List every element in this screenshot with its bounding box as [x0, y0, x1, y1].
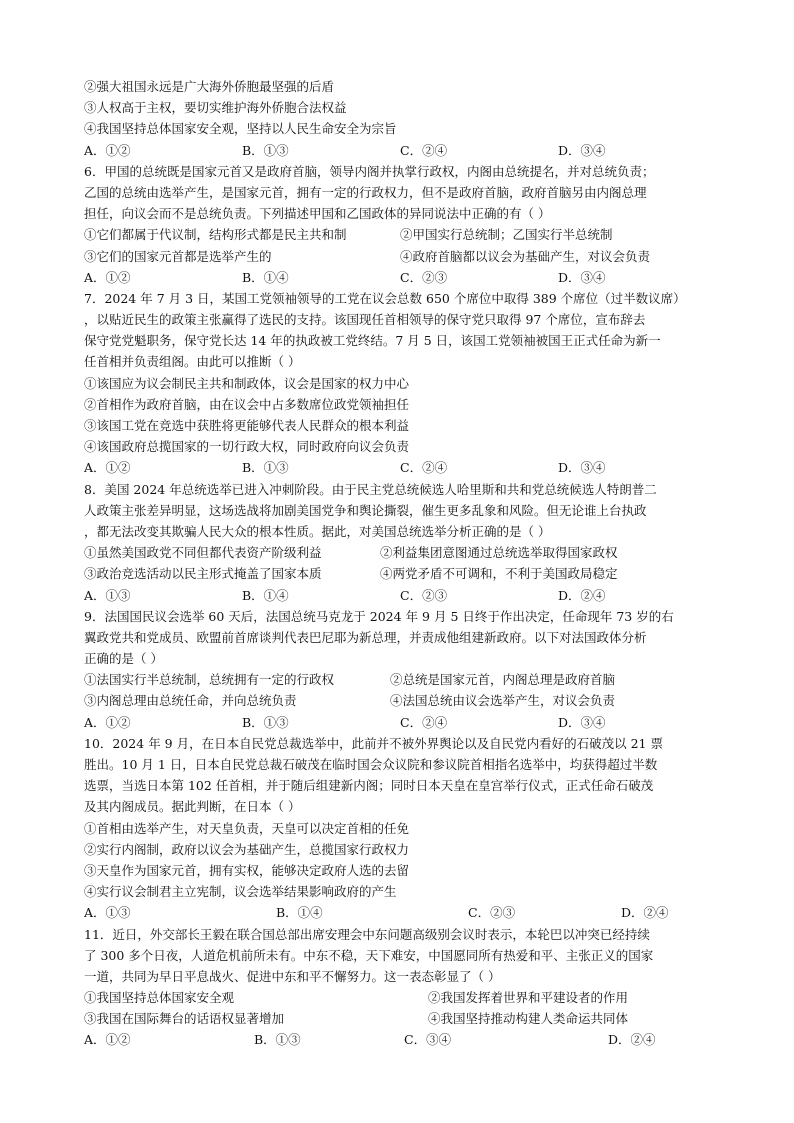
answer-row [84, 1029, 718, 1050]
option-3: ③它们的国家元首都是选举产生的 [84, 248, 272, 264]
option-1: ①虽然美国政党不同但都代表资产阶级利益 [84, 545, 322, 561]
answer-c: C．②③ [468, 905, 516, 921]
answer-a: A．①② [84, 269, 131, 285]
answer-d: D．③④ [558, 142, 606, 158]
option-2: ②首相作为政府首脑，由在议会中占多数席位政党领袖担任 [84, 396, 410, 412]
question-stem-line: 及其内阁成员。据此判断，在日本（ ） [84, 799, 301, 815]
option-3: ③天皇作为国家元首，拥有实权，能够决定政府人选的去留 [84, 862, 410, 878]
option-2: ②甲国实行总统制；乙国实行半总统制 [400, 227, 613, 243]
question-stem-line: 选票，当选日本第 102 任首相，并于随后组建新内阁；同时日本天皇在皇宫举行仪式，正式任命石破茂 [84, 778, 654, 794]
option-row [84, 1008, 718, 1029]
question-stem-line: ，都无法改变其欺骗人民大众的根本性质。据此，对美国总统选举分析正确的是（ ） [84, 523, 551, 539]
question-stem-line: 保守党党魁职务，保守党长达 14 年的执政被工党终结。7 月 5 日，该国工党领袖被国王正式任命为新一 [84, 333, 661, 349]
question-stem-line: 乙国的总统由选举产生，是国家元首，拥有一定的行政权力，但不是政府首脑，政府首脑另由内阁总理 [84, 184, 647, 200]
option-3: ③该国工党在竞选中获胜将更能够代表人民群众的根本利益 [84, 418, 410, 433]
question-9 [84, 606, 718, 733]
option-2: ②利益集团意图通过总统选举取得国家政权 [380, 545, 618, 561]
question-stem-line: 一道，共同为早日平息战火、促进中东和平不懈努力。这一表态彰显了（ ） [84, 968, 501, 984]
option-4: ④实行议会制君主立宪制，议会选举结果影响政府的产生 [84, 884, 397, 900]
option-1: ①我国坚持总体国家安全观 [84, 990, 235, 1006]
option-4: ④法国总统由议会选举产生，对议会负责 [390, 693, 616, 709]
answer-c: C．②④ [400, 714, 448, 730]
answer-a: A．①② [84, 714, 131, 730]
option-row [84, 690, 718, 711]
option-4: ④两党矛盾不可调和，不利于美国政局稳定 [380, 566, 618, 582]
option-4: ④政府首脑都以议会为基础产生，对议会负责 [400, 248, 651, 264]
question-6 [84, 161, 718, 288]
option-3: ③我国在国际舞台的话语权显著增加 [84, 1011, 285, 1027]
option-1: ①法国实行半总统制，总统拥有一定的行政权 [84, 672, 335, 688]
answer-d: D．②④ [558, 587, 606, 603]
answer-b: B．①④ [242, 269, 289, 285]
question-stem-line: 翼政党共和党成员、欧盟前首席谈判代表巴尼耶为新总理，并责成他组建新政府。以下对法国政体分析 [84, 629, 647, 645]
question-stem-line: 7．2024 年 7 月 3 日，某国工党领袖领导的工党在议会总数 650 个席位中取得 389 个席位（过半数议席） [84, 290, 686, 306]
option-2: ②总统是国家元首，内阁总理是政府首脑 [390, 672, 616, 688]
question-stem-line: 6．甲国的总统既是国家元首又是政府首脑，领导内阁并执掌行政权，内阁由总统提名，并对总统负责； [84, 163, 655, 179]
option-row [84, 987, 718, 1008]
lead-answers [84, 140, 718, 161]
question-stem-line: 胜出。10 月 1 日，日本自民党总裁石破茂在临时国会众议院和参议院首相指名选举中，均获得超过半数 [84, 757, 658, 772]
answer-b: B．①③ [242, 142, 289, 158]
answer-b: B．①④ [242, 587, 289, 603]
option-row [84, 542, 718, 563]
answer-b: B．①③ [242, 714, 289, 730]
answer-a: A．①③ [84, 587, 131, 603]
question-stem-line: 8．美国 2024 年总统选举已进入冲刺阶段。由于民主党总统候选人哈里斯和共和党总统候选人特朗普二 [84, 481, 657, 497]
answer-d: D．③④ [558, 269, 606, 285]
answer-d: D．③④ [558, 714, 606, 730]
answer-c: C．②④ [400, 460, 448, 476]
question-stem-line: 了 300 多个日夜，人道危机前所未有。中东不稳，天下难安，中国愿同所有热爱和平、主张正义的国家 [84, 947, 654, 963]
question-stem-line: 9．法国国民议会选举 60 天后，法国总统马克龙于 2024 年 9 月 5 日终于作出决定，任命现年 73 岁的右 [84, 608, 674, 624]
lead-option-2: ②强大祖国永远是广大海外侨胞最坚强的后盾 [84, 79, 335, 94]
question-10 [84, 733, 718, 924]
answer-c: C．②④ [400, 142, 448, 158]
question-11 [84, 924, 718, 1051]
answer-d: D．②④ [621, 905, 669, 921]
answer-row [84, 712, 718, 733]
answer-b: B．①④ [276, 905, 323, 921]
answer-row [84, 902, 718, 923]
answer-b: B．①③ [254, 1032, 301, 1048]
answer-row [84, 457, 718, 478]
option-1: ①首相由选举产生，对天皇负责，天皇可以决定首相的任免 [84, 820, 410, 836]
answer-a: A．①② [84, 460, 131, 476]
question-7 [84, 288, 718, 479]
answer-b: B．①③ [242, 460, 289, 476]
answer-a: A．①② [84, 1032, 131, 1048]
option-3: ③内阁总理由总统任命，并向总统负责 [84, 693, 297, 709]
answer-row [84, 267, 718, 288]
option-1: ①它们都属于代议制，结构形式都是民主共和制 [84, 227, 347, 243]
option-row [84, 246, 718, 267]
question-stem-line: 正确的是（ ） [84, 651, 163, 667]
answer-a: A．①③ [84, 905, 131, 921]
question-stem-line: 任首相并负责组阁。由此可以推断（ ） [84, 354, 301, 370]
option-1: ①该国应为议会制民主共和制政体，议会是国家的权力中心 [84, 375, 410, 391]
question-stem-line: 11．近日，外交部长王毅在联合国总部出席安理会中东问题高级别会议时表示，本轮巴以冲突已经持续 [84, 926, 650, 942]
lead-option-4: ④我国坚持总体国家安全观，坚持以人民生命安全为宗旨 [84, 121, 397, 137]
question-stem-line: ，以贴近民生的政策主张赢得了选民的支持。该国现任首相领导的保守党只取得 97 个席位，宣布辞去 [84, 312, 646, 328]
answer-d: D．②④ [608, 1032, 656, 1048]
option-row [84, 563, 718, 584]
answer-a: A．①② [84, 142, 131, 158]
option-row [84, 224, 718, 245]
question-8 [84, 479, 718, 606]
question-stem-line: 10．2024 年 9 月，在日本自民党总裁选举中，此前并不被外界舆论以及自民党内看好的石破茂以 21 票 [84, 735, 663, 751]
question-stem-line: 担任，向议会而不是总统负责。下列描述甲国和乙国政体的异同说法中正确的有（ ） [84, 206, 551, 222]
option-2: ②实行内阁制，政府以议会为基础产生，总揽国家行政权力 [84, 841, 410, 857]
option-2: ②我国发挥着世界和平建设者的作用 [428, 990, 629, 1006]
question-stem-line: 人政策主张差异明显，这场选战将加剧美国党争和舆论撕裂，催生更多乱象和风险。但无论谁上台执政 [84, 502, 647, 518]
option-4: ④我国坚持推动构建人类命运共同体 [428, 1011, 629, 1027]
option-4: ④该国政府总揽国家的一切行政大权，同时政府向议会负责 [84, 439, 410, 455]
answer-c: C．③④ [404, 1032, 452, 1048]
lead-option-3: ③人权高于主权，要切实维护海外侨胞合法权益 [84, 100, 347, 116]
answer-d: D．③④ [558, 460, 606, 476]
option-row [84, 669, 718, 690]
answer-row [84, 585, 718, 606]
answer-c: C．②③ [400, 269, 448, 285]
option-3: ③政治竞选活动以民主形式掩盖了国家本质 [84, 566, 322, 582]
answer-c: C．②③ [400, 587, 448, 603]
exam-page [84, 76, 718, 1051]
